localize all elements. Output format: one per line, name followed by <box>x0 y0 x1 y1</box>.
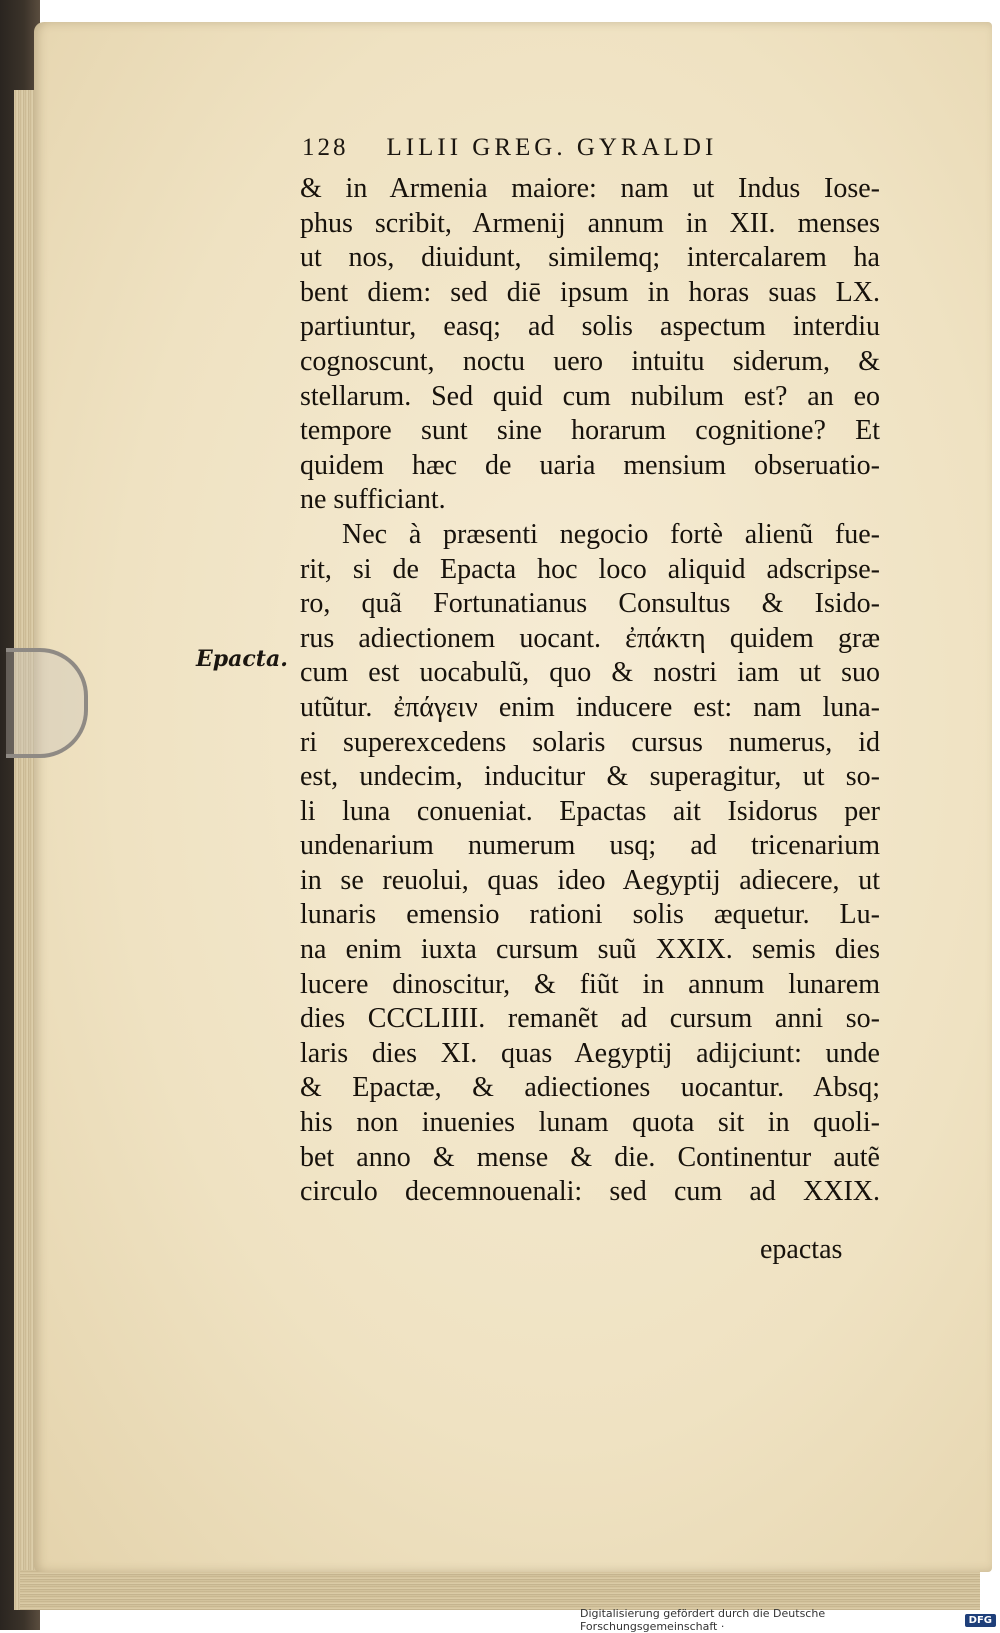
text-line: cognoscunt, noctu uero intuitu siderum, & <box>300 345 880 377</box>
text-line: & Epactæ, & adiectiones uocantur. Absq; <box>300 1072 880 1104</box>
text-line: ut nos, diuidunt, similemq; intercalarem ha <box>300 242 880 274</box>
running-head <box>302 134 772 174</box>
page-edges-bottom <box>20 1570 980 1610</box>
digitization-footer <box>580 1607 1000 1633</box>
text-line: utũtur. ἐπάγειν enim inducere est: nam luna- <box>300 691 880 723</box>
text-line: rus adiectionem uocant. ἐπάκτη quidem græ <box>300 622 880 654</box>
text-line: stellarum. Sed quid cum nubilum est? an eo <box>300 380 880 412</box>
text-line: dies CCCLIIII. remanẽt ad cursum anni so- <box>300 1003 880 1035</box>
text-line: ro, quã Fortunatianus Consultus & Isido- <box>300 588 880 620</box>
footer-credit: Digitalisierung gefördert durch die Deutsche Forschungsgemeinschaft · <box>580 1607 826 1633</box>
text-line: in se reuolui, quas ideo Aegyptij adiecere, ut <box>300 864 880 896</box>
text-line: ne sufficiant. <box>300 484 446 516</box>
text-line: circulo decemnouenali: sed cum ad XXIX. <box>300 1176 880 1208</box>
text-line: rit, si de Epacta hoc loco aliquid adscripse- <box>300 553 880 585</box>
text-line: quidem hæc de uaria mensium obseruatio- <box>300 449 880 481</box>
marginal-note: Epacta. <box>196 646 288 672</box>
text-line: laris dies XI. quas Aegyptij adijciunt: unde <box>300 1037 880 1069</box>
text-line: li luna conueniat. Epactas ait Isidorus per <box>300 795 880 827</box>
paper-clip <box>6 648 88 758</box>
text-line: ri superexcedens solaris cursus numerus, id <box>300 726 880 758</box>
page-number: 128 <box>302 134 349 161</box>
catchword: epactas <box>760 1234 843 1265</box>
text-line: tempore sunt sine horarum cognitione? Et <box>300 415 880 447</box>
text-line: partiuntur, easq; ad solis aspectum interdiu <box>300 311 880 343</box>
text-line: lucere dinoscitur, & fiũt in annum lunarem <box>300 968 880 1000</box>
dfg-logo: DFG <box>965 1614 996 1627</box>
running-head-title: LILII GREG. GYRALDI <box>386 134 718 161</box>
text-line: lunaris emensio rationi solis æquetur. Lu- <box>300 899 880 931</box>
text-line: na enim iuxta cursum suũ XXIX. semis dies <box>300 934 880 966</box>
text-line: his non inuenies lunam quota sit in quoli- <box>300 1107 880 1139</box>
text-line: bent diem: sed diē ipsum in horas suas LX. <box>300 276 880 308</box>
text-line: undenarium numerum usq; ad tricenarium <box>300 830 880 862</box>
text-line: phus scribit, Armenij annum in XII. menses <box>300 207 880 239</box>
text-line: Nec à præsenti negocio fortè alienũ fue- <box>342 518 880 550</box>
body-text <box>300 172 880 1210</box>
text-line: cum est uocabulũ, quo & nostri iam ut suo <box>300 657 880 689</box>
text-line: est, undecim, inducitur & superagitur, ut so- <box>300 761 880 793</box>
text-line: & in Armenia maiore: nam ut Indus Iose- <box>300 173 880 204</box>
text-line: bet anno & mense & die. Continentur autẽ <box>300 1141 880 1173</box>
